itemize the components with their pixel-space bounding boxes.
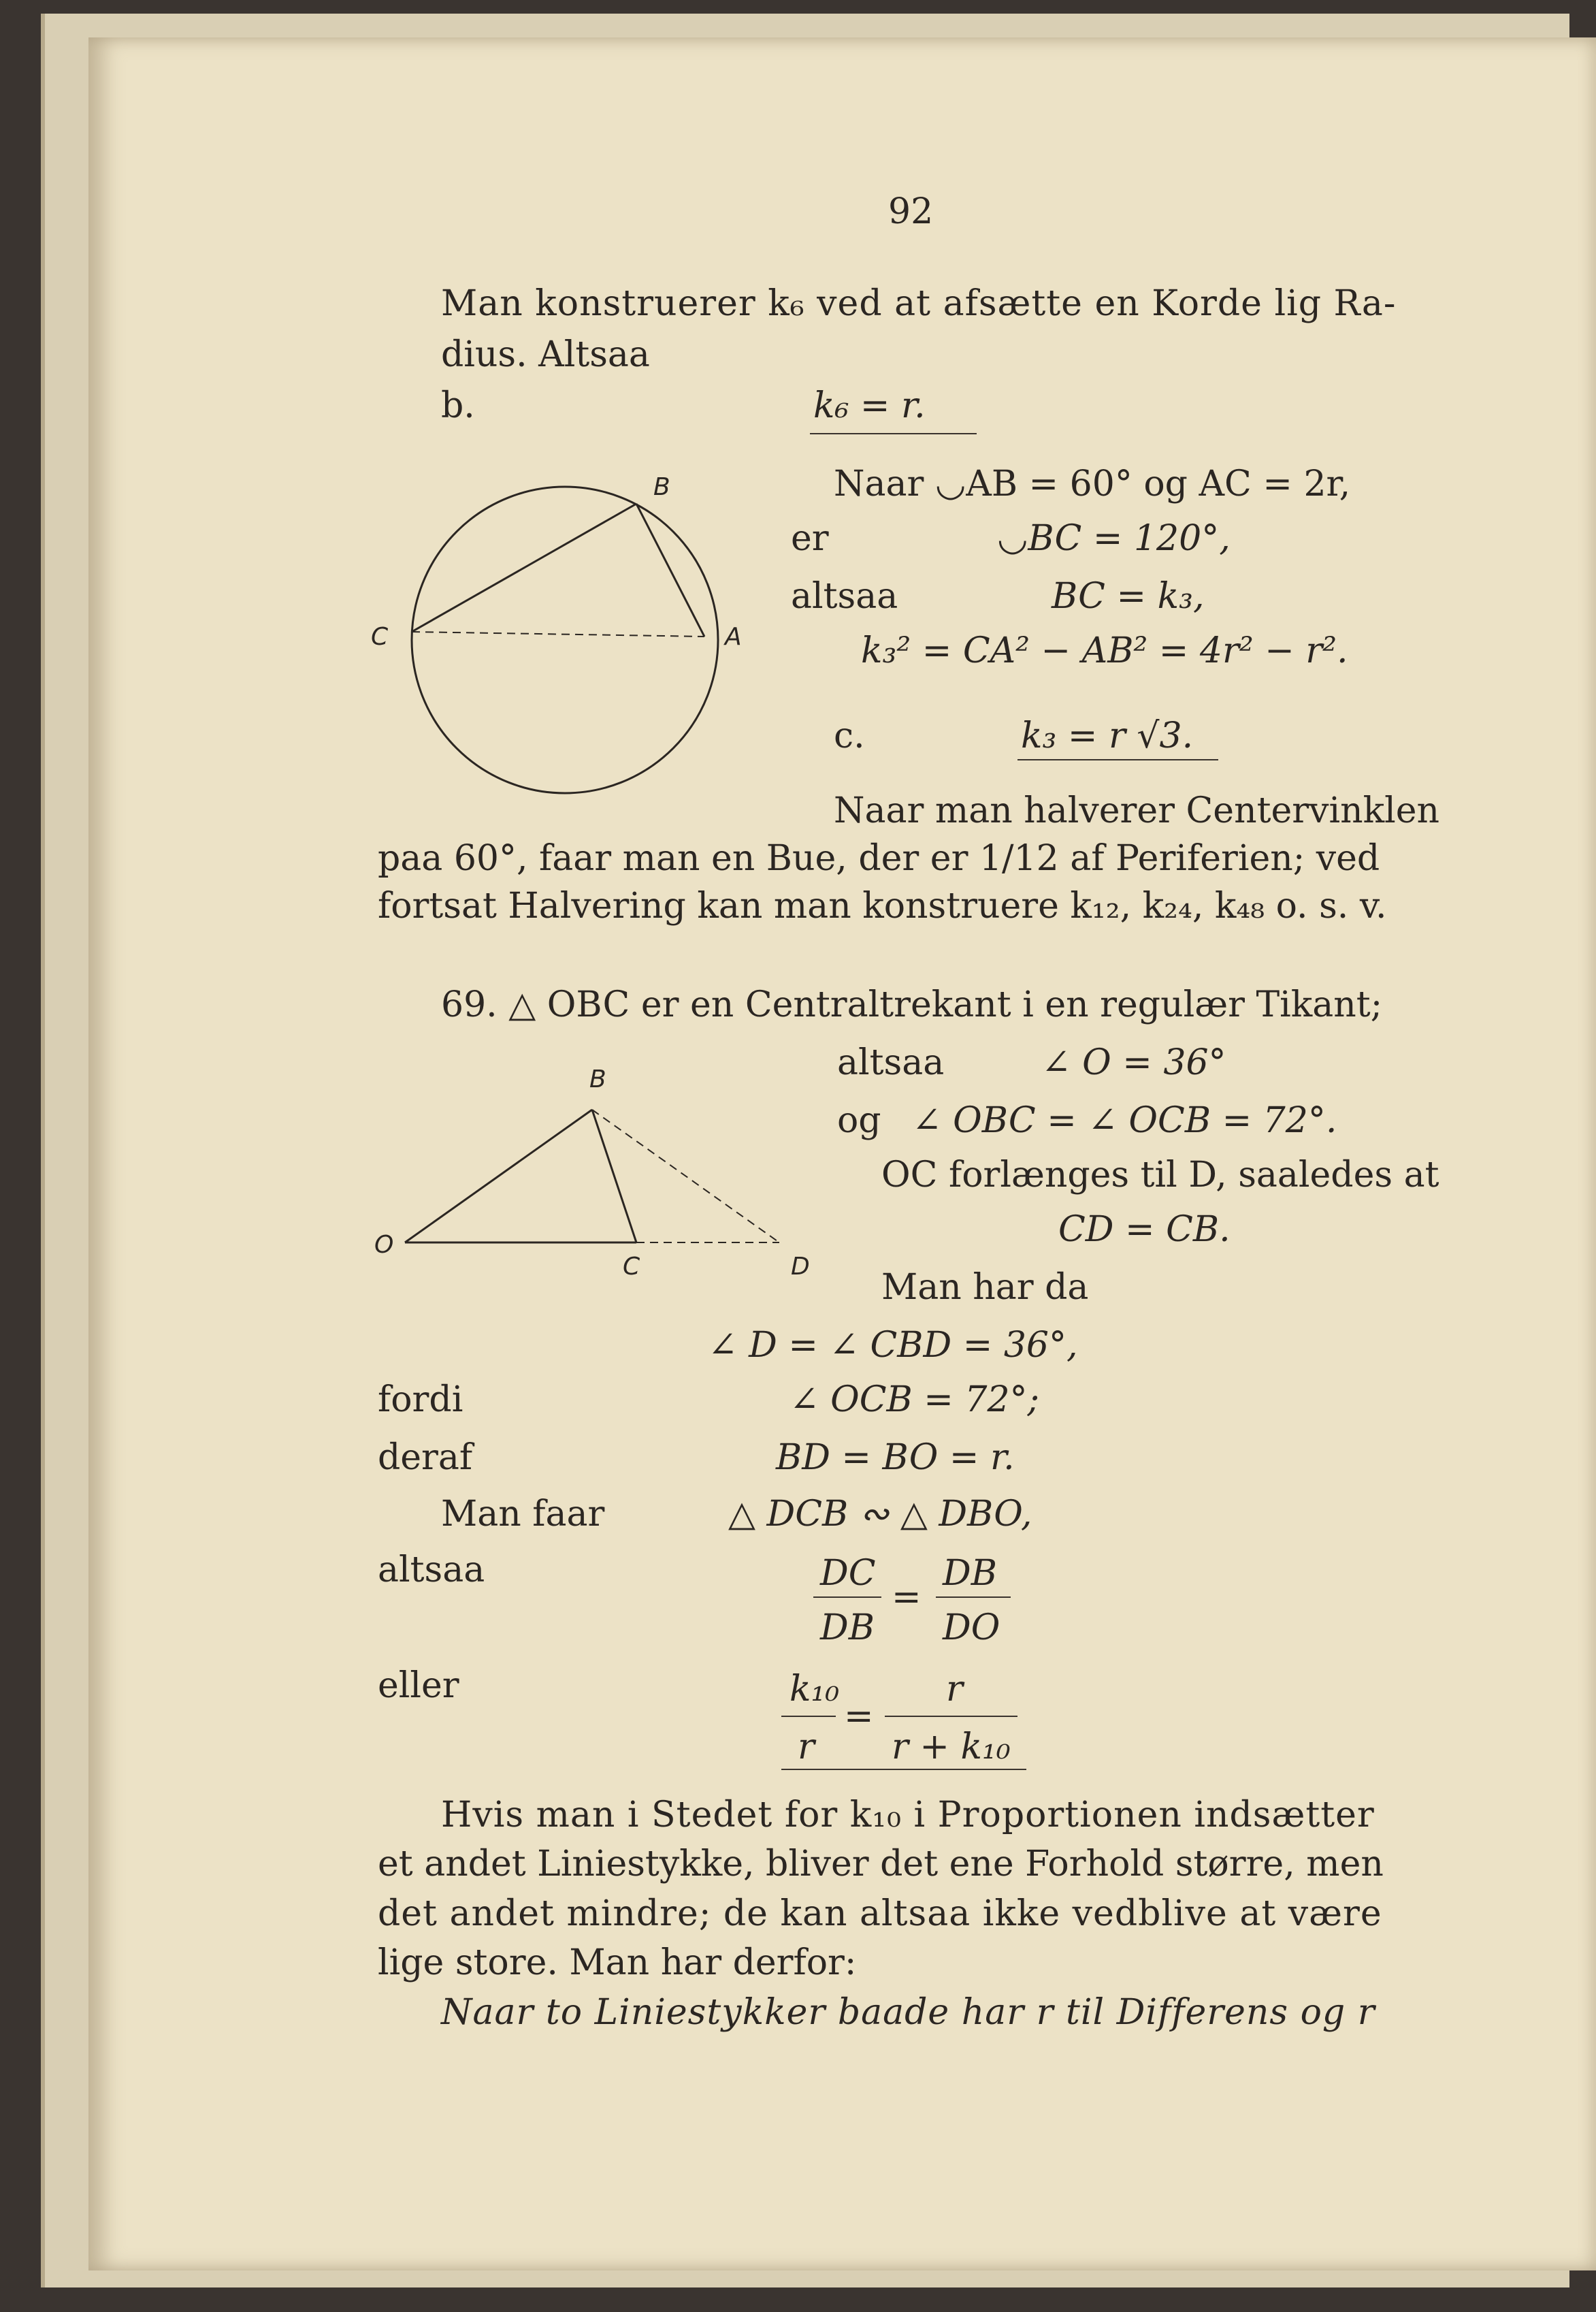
word-altsaa: altsaa (791, 576, 898, 617)
text-line: Naar to Liniestykker baade har r til Differens og r (441, 1992, 1375, 2033)
fraction-bar (781, 1716, 836, 1717)
label-B: B (653, 473, 670, 501)
formula: BD = BO = r. (776, 1437, 1015, 1478)
formula: ∠ OBC = ∠ OCB = 72°. (912, 1100, 1337, 1141)
formula: ∠ D = ∠ CBD = 36°, (708, 1325, 1078, 1366)
text-line: paa 60°, faar man en Bue, der er 1/12 af Periferien; ved (378, 838, 1380, 879)
label-D: D (791, 1253, 810, 1281)
fraction-bar (885, 1716, 1017, 1717)
fraction-num: DB (943, 1553, 997, 1594)
word-man-faar: Man faar (441, 1494, 605, 1535)
formula-b: k₆ = r. (813, 385, 926, 426)
equals: = (844, 1696, 874, 1737)
fraction-num: DC (820, 1553, 876, 1594)
text-line: det andet mindre; de kan altsaa ikke vedblive at være (378, 1893, 1382, 1934)
text-line: et andet Liniestykke, bliver det ene Forhold større, men (378, 1844, 1384, 1884)
fraction-bar (813, 1596, 881, 1598)
label-B: B (589, 1065, 606, 1093)
underline (781, 1769, 1026, 1770)
fraction-den: r (798, 1727, 815, 1767)
text-line: Man konstruerer k₆ ved at afsætte en Korde lig Ra- (441, 283, 1397, 324)
formula: ∠ OCB = 72°; (789, 1379, 1040, 1420)
text-line: Naar ◡AB = 60° og AC = 2r, (834, 464, 1351, 504)
text-line: lige store. Man har derfor: (378, 1942, 857, 1983)
word-altsaa: altsaa (837, 1042, 945, 1083)
text-line: OC forlænges til D, saaledes at (881, 1155, 1439, 1195)
formula: ◡BC = 120°, (997, 518, 1231, 559)
text-line: fortsat Halvering kan man konstruere k₁₂, k₂₄, k₄₈ o. s. v. (378, 886, 1387, 927)
formula: ∠ O = 36° (1041, 1042, 1226, 1083)
fraction-num: r (946, 1669, 963, 1709)
underline (810, 433, 977, 434)
formula: k₃² = CA² − AB² = 4r² − r². (861, 630, 1348, 671)
underline (1017, 759, 1218, 760)
circle-figure (402, 477, 728, 803)
equals: = (892, 1577, 922, 1618)
label-b: b. (441, 385, 475, 426)
word-deraf: deraf (378, 1437, 473, 1478)
formula-c: k₃ = r √3. (1021, 716, 1194, 756)
text-line: dius. Altsaa (441, 334, 650, 375)
text-line: Hvis man i Stedet for k₁₀ i Proportionen indsætter (441, 1795, 1375, 1835)
label-C: C (371, 623, 389, 651)
word-og: og (837, 1100, 881, 1141)
label-A: A (725, 623, 742, 651)
label-c: c. (834, 716, 865, 756)
fraction-den: DB (820, 1607, 875, 1648)
text-line: Naar man halverer Centervinklen (834, 790, 1439, 831)
fraction-den: r + k₁₀ (892, 1727, 1011, 1767)
word-er: er (791, 518, 829, 559)
formula: CD = CB. (1058, 1209, 1231, 1250)
fraction-den: DO (943, 1607, 1000, 1648)
label-O: O (374, 1231, 394, 1259)
label-C: C (623, 1253, 640, 1281)
page (88, 37, 1596, 2270)
triangle-figure (402, 1103, 783, 1253)
formula: △ DCB ∾ △ DBO, (728, 1494, 1032, 1535)
word-altsaa: altsaa (378, 1550, 485, 1590)
fraction-num: k₁₀ (789, 1669, 840, 1709)
word-eller: eller (378, 1665, 459, 1706)
text-line: Man har da (881, 1267, 1089, 1308)
word-fordi: fordi (378, 1379, 463, 1420)
formula: BC = k₃, (1052, 576, 1205, 617)
fraction-bar (936, 1596, 1011, 1598)
page-number: 92 (888, 191, 934, 232)
text-line: 69. △ OBC er en Centraltrekant i en regulær Tikant; (441, 984, 1383, 1025)
